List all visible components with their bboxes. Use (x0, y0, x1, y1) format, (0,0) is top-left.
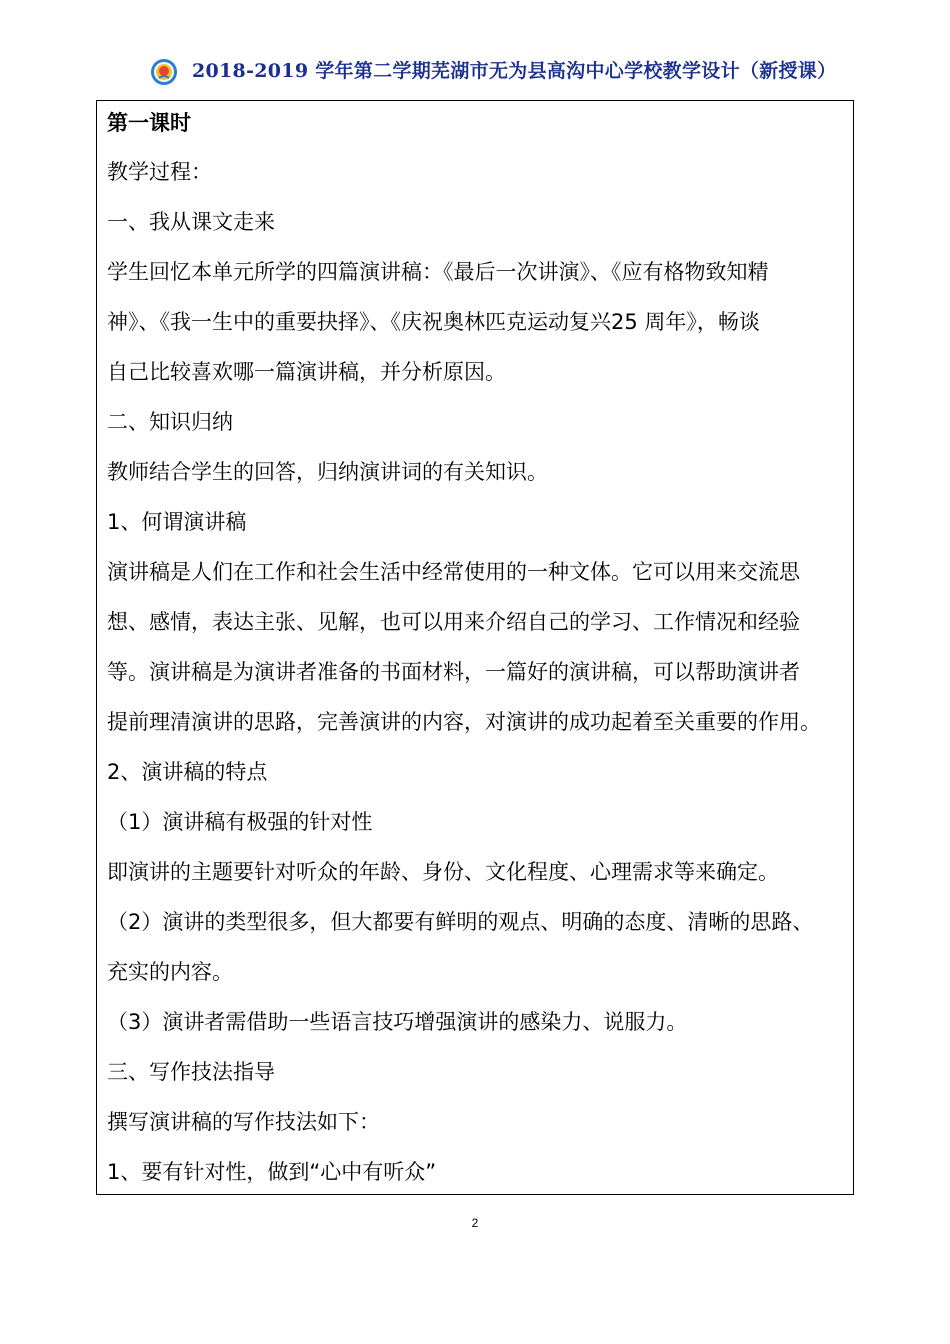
paragraph-line: 即演讲的主题要针对听众的年龄、身份、文化程度、心理需求等来确定。 (107, 860, 779, 884)
paragraph-line: 教师结合学生的回答，归纳演讲词的有关知识。 (107, 460, 548, 484)
list-item: （3）演讲者需借助一些语言技巧增强演讲的感染力、说服力。 (107, 1010, 688, 1034)
subsection-heading: 2、演讲稿的特点 (107, 760, 268, 784)
paragraph-line: 自己比较喜欢哪一篇演讲稿，并分析原因。 (107, 360, 506, 384)
section-heading: 教学过程： (107, 160, 212, 184)
content-table-cell (96, 100, 854, 1195)
list-item: （1）演讲稿有极强的针对性 (107, 810, 373, 834)
list-item: （2）演讲的类型很多，但大都要有鲜明的观点、明确的态度、清晰的思路、 (107, 910, 814, 934)
document-title: 2018-2019 学年第二学期芜湖市无为县高沟中心学校教学设计（新授课） (192, 60, 837, 82)
school-emblem-icon (150, 58, 178, 86)
paragraph-line: 提前理清演讲的思路，完善演讲的内容，对演讲的成功起着至关重要的作用。 (107, 710, 821, 734)
page-number: 2 (471, 1216, 479, 1230)
section-heading: 二、知识归纳 (107, 410, 233, 434)
page-header (0, 48, 950, 88)
paragraph-line: 等。演讲稿是为演讲者准备的书面材料，一篇好的演讲稿，可以帮助演讲者 (107, 660, 800, 684)
subsection-heading: 1、要有针对性，做到“心中有听众” (107, 1160, 437, 1184)
paragraph-line: 撰写演讲稿的写作技法如下： (107, 1110, 380, 1134)
paragraph-line: 神》、《我一生中的重要抉择》、《庆祝奥林匹克运动复兴25 周年》，畅谈 (107, 310, 760, 334)
section-heading: 三、写作技法指导 (107, 1060, 275, 1084)
paragraph-line: 学生回忆本单元所学的四篇演讲稿：《最后一次讲演》、《应有格物致知精 (107, 260, 769, 284)
paragraph-line: 演讲稿是人们在工作和社会生活中经常使用的一种文体。它可以用来交流思 (107, 560, 800, 584)
paragraph-line: 充实的内容。 (107, 960, 233, 984)
section-heading: 一、我从课文走来 (107, 210, 275, 234)
paragraph-line: 想、感情，表达主张、见解，也可以用来介绍自己的学习、工作情况和经验 (107, 610, 800, 634)
subsection-heading: 1、何谓演讲稿 (107, 510, 247, 534)
lesson-heading: 第一课时 (107, 111, 191, 135)
